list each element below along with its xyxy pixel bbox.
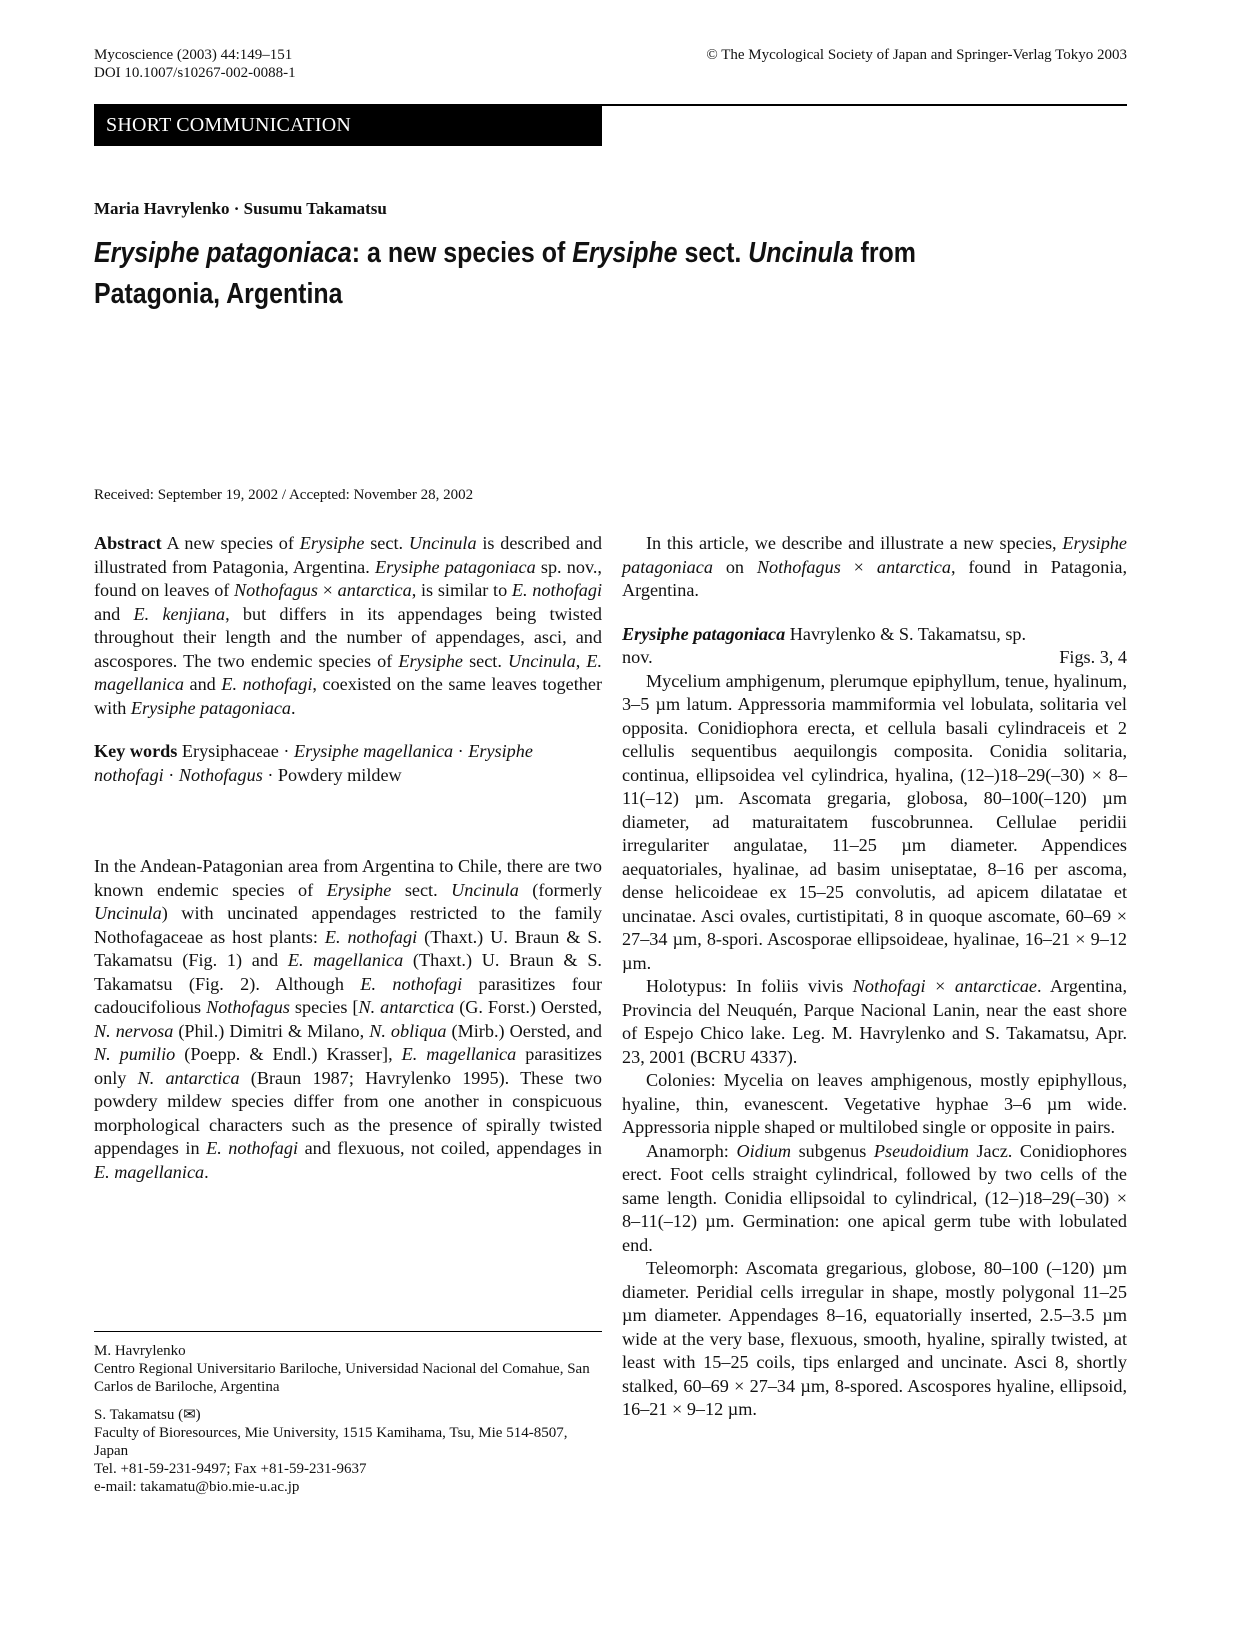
left-column bbox=[94, 532, 602, 1184]
title-genus: Erysiphe bbox=[572, 237, 678, 269]
article-title bbox=[94, 233, 954, 315]
title-text: sect. bbox=[677, 237, 749, 269]
abstract: Abstract A new species of Erysiphe sect. Uncinula is described and illustrated from Patagonia, Argentina. Erysiphe patagoniaca sp. nov., found on leaves of Nothofagus × antarctica, is similar to E. nothofagi and E. kenjiana, but differs in its appendages being twisted throughout their length and the number of appendages, asci, and ascospores. The two endemic species of Erysiphe sect. Uncinula, E. magellanica and E. nothofagi, coexisted on the same leaves together with Erysiphe patagoniaca. bbox=[94, 533, 603, 718]
title-text: : a new species of bbox=[351, 237, 573, 269]
author2-phone: Tel. +81-59-231-9497; Fax +81-59-231-9637 bbox=[94, 1461, 367, 1477]
author2-email[interactable]: e-mail: takamatu@bio.mie-u.ac.jp bbox=[94, 1479, 300, 1495]
figure-reference[interactable]: Figs. 3, 4 bbox=[1059, 647, 1127, 667]
section-label: SHORT COMMUNICATION bbox=[94, 104, 602, 146]
holotype: Holotypus: In foliis vivis Nothofagi × antarcticae. Argentina, Provincia del Neuquén, Parque Nacional Lanin, near the east shore of Espejo Chico lake. Leg. M. Havrylenko and S. Takamatsu, Apr. 23, 2001 (BCRU 4337). bbox=[622, 976, 1127, 1067]
title-line2: Patagonia, Argentina bbox=[94, 278, 343, 310]
right-column bbox=[622, 532, 1127, 1422]
copyright-notice: © The Mycological Society of Japan and Springer-Verlag Tokyo 2003 bbox=[706, 47, 1127, 63]
received-dates: Received: September 19, 2002 / Accepted: November 28, 2002 bbox=[94, 487, 474, 503]
keywords: Key words Erysiphaceae · Erysiphe magellanica · Erysiphe nothofagi · Nothofagus · Powdery mildew bbox=[94, 741, 533, 785]
running-header-left bbox=[94, 46, 296, 82]
species-name: Erysiphe patagoniaca bbox=[622, 623, 786, 644]
authors: Maria Havrylenko · Susumu Takamatsu bbox=[94, 199, 387, 218]
author2-institution: Faculty of Bioresources, Mie University, 1515 Kamihama, Tsu, Mie 514-8507, Japan bbox=[94, 1425, 568, 1459]
colonies-description: Colonies: Mycelia on leaves amphigenous, mostly epiphyllous, hyaline, thin, evanescent. Vegetative hyphae 3–6 µm wide. Appressoria nipple shaped or multilobed single or opposite in pairs. bbox=[622, 1070, 1127, 1137]
species-heading-line2: nov. Figs. 3, 4 bbox=[622, 646, 1127, 670]
journal-citation: Mycoscience (2003) 44:149–151 bbox=[94, 47, 293, 63]
affiliation-rule bbox=[94, 1331, 602, 1332]
article-intro: In this article, we describe and illustrate a new species, Erysiphe patagoniaca on Nothofagus × antarctica, found in Patagonia, Argentina. bbox=[622, 533, 1127, 600]
introduction-paragraph: In the Andean-Patagonian area from Argentina to Chile, there are two known endemic species of Erysiphe sect. Uncinula (formerly Uncinula) with uncinated appendages restricted to the family Nothofagaceae as host plants: E. nothofagi (Thaxt.) U. Braun & S. Takamatsu (Fig. 1) and E. magellanica (Thaxt.) U. Braun & S. Takamatsu (Fig. 2). Although E. nothofagi parasitizes four cadoucifolious Nothofagus species [N. antarctica (G. Forst.) Oersted, N. nervosa (Phil.) Dimitri & Milano, N. obliqua (Mirb.) Oersted, and N. pumilio (Poepp. & Endl.) Krasser], E. magellanica parasitizes only N. antarctica (Braun 1987; Havrylenko 1995). These two powdery mildew species differ from one another in conspicuous morphological characters such as the presence of spirally twisted appendages in E. nothofagi and flexuous, not coiled, appendages in E. magellanica. bbox=[94, 856, 603, 1182]
species-authority: Havrylenko & S. Takamatsu, sp. bbox=[785, 623, 1027, 644]
species-heading bbox=[622, 623, 1127, 647]
doi[interactable]: DOI 10.1007/s10267-002-0088-1 bbox=[94, 65, 296, 81]
title-section: Uncinula bbox=[748, 237, 854, 269]
title-species: Erysiphe patagoniaca bbox=[94, 237, 352, 269]
keywords-label: Key words bbox=[94, 741, 178, 761]
affiliations bbox=[94, 1342, 602, 1496]
latin-description: Mycelium amphigenum, plerumque epiphyllum, tenue, hyalinum, 3–5 µm latum. Appressoria mammiformia vel lobulata, solitaria vel opposita. Conidiophora erecta, et cellula basali cylindraceis et 2 cellulis sequentibus aequilongis composita. Conidia solitaria, continua, ellipsoidea vel cylindrica, hyalina, (12–)18–29(–30) × 8–11(–12) µm. Ascomata gregaria, globosa, 80–100(–120) µm diameter, ad maturaitatem fuscobrunnea. Cellulae peridii irregulariter angulatae, 11–25 µm diameter. Appendices aequatoriales, hyalinae, ad basim uniseptatae, 8–16 per ascoma, dense helicoideae ex 15–25 convolutis, ad apicem dilatatae et uncinatae. Asci ovales, curtistipitati, 8 in quoque ascomate, 60–69 × 27–34 µm, 8-spori. Ascosporae ellipsoideae, hyalinae, 16–21 × 9–12 µm. bbox=[622, 670, 1127, 973]
author1-name: M. Havrylenko bbox=[94, 1343, 186, 1359]
author1-institution: Centro Regional Universitario Bariloche, Universidad Nacional del Comahue, San Carlos de Bariloche, Argentina bbox=[94, 1361, 590, 1395]
author2-name: S. Takamatsu (✉) bbox=[94, 1407, 201, 1423]
title-text: from bbox=[853, 237, 916, 269]
abstract-label: Abstract bbox=[94, 533, 162, 553]
anamorph-description: Anamorph: Oidium subgenus Pseudoidium Jacz. Conidiophores erect. Foot cells straight cylindrical, followed by two cells of the same length. Conidia ellipsoidal to cylindrical, (12–)18–29(–30) × 8–11(–12) µm. Germination: one apical germ tube with lobulated end. bbox=[622, 1140, 1127, 1255]
teleomorph-description: Teleomorph: Ascomata gregarious, globose, 80–100 (–120) µm diameter. Peridial cells irregular in shape, mostly polygonal 11–25 µm diameter. Appendages 8–16, equatorially inserted, 2.5–3.5 µm wide at the very base, flexuous, smooth, hyaline, spirally twisted, at least with 15–25 coils, tips enlarged and uncinate. Asci 8, shortly stalked, 60–69 × 27–34 µm, 8-spored. Ascospores hyaline, ellipsoid, 16–21 × 9–12 µm. bbox=[622, 1258, 1127, 1419]
